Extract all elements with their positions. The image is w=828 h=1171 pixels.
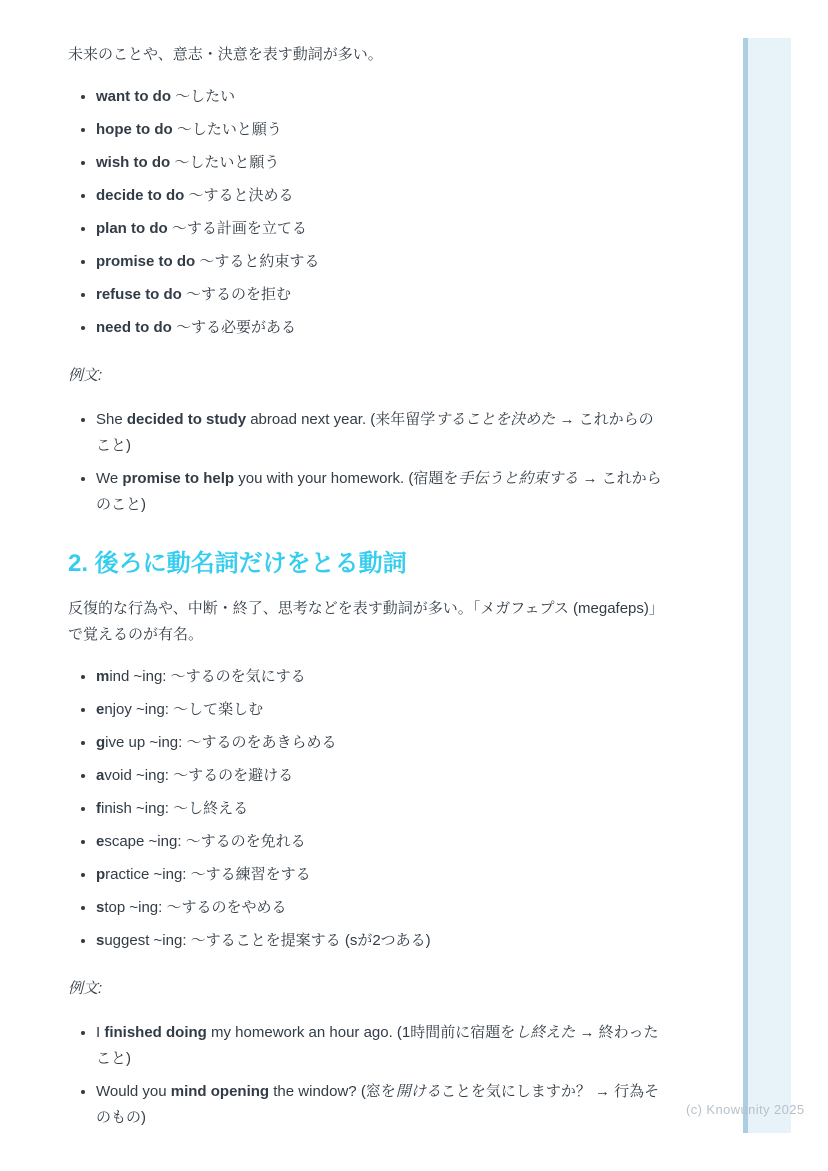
gerund-example-list — [68, 1020, 664, 1131]
list-item: • avoid ~ing: ～するのを避ける — [96, 763, 664, 789]
infinitive-verb-list — [68, 84, 664, 341]
section-2-intro-paragraph: 反復的な行為や、中断・終了、思考などを表す動詞が多い。「メガフェプス (megafeps)」で覚えるのが有名。 — [68, 600, 664, 643]
list-item: • escape ~ing: ～するのを免れる — [96, 829, 664, 855]
list-item: • practice ~ing: ～する練習をする — [96, 862, 664, 888]
list-item: • wish to do ～したいと願う — [96, 150, 664, 176]
list-item: • plan to do ～する計画を立てる — [96, 216, 664, 242]
intro-paragraph: 未来のことや、意志・決意を表す動詞が多い。 — [68, 46, 383, 63]
list-item: • hope to do ～したいと願う — [96, 117, 664, 143]
list-item: • suggest ~ing: ～することを提案する (sが2つある) — [96, 928, 664, 954]
watermark: (c) Knowunity 2025 — [686, 1102, 805, 1117]
document-content — [68, 42, 664, 1153]
infinitive-example-list — [68, 407, 664, 518]
list-item: • Would you mind opening the window? (窓を開けることを気にしますか？ → 行為そのもの) — [96, 1079, 664, 1131]
list-item: • refuse to do ～するのを拒む — [96, 282, 664, 308]
list-item: • finish ~ing: ～し終える — [96, 796, 664, 822]
list-item: • enjoy ~ing: ～して楽しむ — [96, 697, 664, 723]
list-item: • stop ~ing: ～するのをやめる — [96, 895, 664, 921]
list-item: • give up ~ing: ～するのをあきらめる — [96, 730, 664, 756]
list-item: • want to do ～したい — [96, 84, 664, 110]
example-label-2: 例文: — [68, 980, 103, 997]
list-item: • promise to do ～すると約束する — [96, 249, 664, 275]
list-item: • mind ~ing: ～するのを気にする — [96, 664, 664, 690]
page-scroll-indicator[interactable] — [743, 38, 791, 1133]
example-label-1: 例文: — [68, 367, 103, 384]
list-item: • She decided to study abroad next year. (来年留学することを決めた → これからのこと) — [96, 407, 664, 459]
list-item: • I finished doing my homework an hour ago. (1時間前に宿題をし終えた → 終わったこと) — [96, 1020, 664, 1072]
list-item: • We promise to help you with your homework. (宿題を手伝うと約束する → これからのこと) — [96, 466, 664, 518]
list-item: • need to do ～する必要がある — [96, 315, 664, 341]
gerund-verb-list — [68, 664, 664, 954]
list-item: • decide to do ～すると決める — [96, 183, 664, 209]
section-2-heading: 2. 後ろに動名詞だけをとる動詞 — [68, 550, 407, 577]
